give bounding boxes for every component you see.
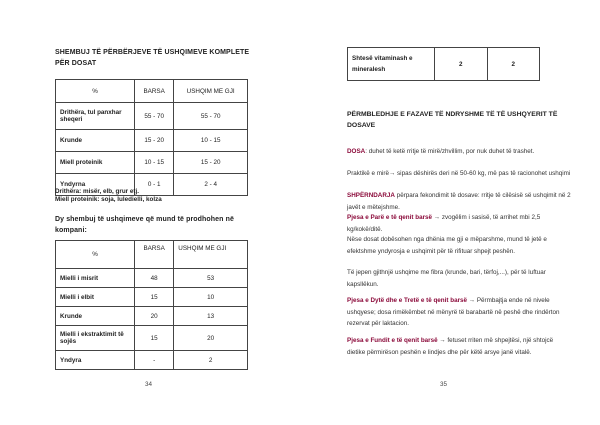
table-row bbox=[56, 351, 248, 370]
table-header-cell: USHQIM ME GJI bbox=[174, 241, 248, 269]
page-number: 35 bbox=[440, 381, 448, 388]
table-cell: Yndyrna bbox=[56, 174, 135, 196]
table-row bbox=[56, 103, 248, 130]
composition-table bbox=[55, 79, 248, 196]
table-cell: 20 bbox=[174, 326, 248, 351]
paragraph-label: Pjesa e Fundit e të qenit barsë bbox=[347, 337, 438, 344]
table-header-cell: BARSA bbox=[135, 241, 174, 269]
table-cell: 2 bbox=[435, 48, 488, 81]
example-feed-table bbox=[55, 240, 248, 370]
table-cell: 55 - 70 bbox=[174, 103, 248, 130]
table-cell: 15 bbox=[135, 288, 174, 307]
table-cell: Mielli i misrit bbox=[56, 269, 135, 288]
table-row bbox=[348, 48, 540, 81]
paragraph-label: DOSA bbox=[347, 148, 366, 155]
table-row bbox=[56, 130, 248, 152]
table-cell: Miell proteinik bbox=[56, 152, 135, 174]
table-cell: 20 bbox=[135, 307, 174, 326]
supplement-table bbox=[347, 47, 540, 81]
paragraph-text: përpara fekondimit të dosave: rritje të cilësisë së ushqimit në 2 javët e mëtejshme. bbox=[347, 192, 571, 211]
table-cell: 10 - 15 bbox=[135, 152, 174, 174]
table-cell: - bbox=[135, 351, 174, 370]
table-cell: 15 - 20 bbox=[174, 152, 248, 174]
paragraph-text: → zvogëlim i sasisë, të arrihet mbi 2,5 kg/kokë/ditë. bbox=[347, 214, 541, 233]
table-header-cell: % bbox=[56, 80, 135, 103]
table-cell: 53 bbox=[174, 269, 248, 288]
table-cell: Mielli i elbit bbox=[56, 288, 135, 307]
paragraph-label: SHPËRNDARJA bbox=[347, 192, 395, 199]
table-header-cell: USHQIM ME GJI bbox=[174, 80, 248, 103]
table-cell: 15 bbox=[135, 326, 174, 351]
table-row bbox=[56, 288, 248, 307]
table-cell: Krunde bbox=[56, 130, 135, 152]
section-title-1: SHEMBUJ TË PËRBËRJEVE TË USHQIMEVE KOMPLETE PËR DOSAT bbox=[55, 49, 250, 67]
table-cell: 15 - 20 bbox=[135, 130, 174, 152]
table-cell: Mielli i ekstraktimit të sojës bbox=[56, 326, 135, 351]
table-header-row bbox=[56, 241, 248, 269]
page-number: 34 bbox=[145, 381, 153, 388]
table-header-row bbox=[56, 80, 248, 103]
table-cell: 2 bbox=[174, 351, 248, 370]
paragraph-final-stage bbox=[347, 335, 572, 358]
table-row bbox=[56, 269, 248, 288]
paragraph-practice: Praktikë e mirë→ sipas dëshirës deri në 50-60 kg, më pas të racionohet ushqimi bbox=[347, 170, 571, 177]
table-cell: 55 - 70 bbox=[135, 103, 174, 130]
table-cell: 10 bbox=[174, 288, 248, 307]
table-cell: 48 bbox=[135, 269, 174, 288]
right-page bbox=[300, 0, 600, 425]
table-cell: 0 - 1 bbox=[135, 174, 174, 196]
paragraph-dosa bbox=[347, 146, 572, 158]
paragraph-text: → fetuset rriten më shpejtësi, një shtojcë dietike përmirëson peshën e lindjes dhe për këtë arsye janë vitalë. bbox=[347, 337, 554, 356]
table-row bbox=[56, 307, 248, 326]
paragraph-weak-sows: Nëse dosat dobësohen nga dhënia me gji e mëparshme, mund të jetë e efektshme yndyrosja e ushqimit për të rifituar shpejt peshën. bbox=[347, 236, 547, 255]
paragraph-first-stage bbox=[347, 212, 572, 235]
table-cell: Yndyra bbox=[56, 351, 135, 370]
table-cell: 2 - 4 bbox=[174, 174, 248, 196]
note-protein-meal: Miell proteinik: soja, luledielli, kolza bbox=[55, 196, 162, 203]
paragraph-second-third-stage bbox=[347, 295, 572, 330]
paragraph-text: → Përmbajtja ende në nivele ushqyese; dosa rimëkëmbet në mënyrë të barabartë në peshë dhe rindërton rezervat për laktacion. bbox=[347, 297, 560, 327]
table-cell: 13 bbox=[174, 307, 248, 326]
section-title-2: Dy shembuj të ushqimeve që mund të prodhohen në kompani: bbox=[55, 216, 234, 234]
note-grains: Drithëra: misër, elb, grur etj. bbox=[55, 188, 139, 195]
table-header-cell: % bbox=[56, 241, 135, 269]
paragraph-label: Pjesa e Parë e të qenit barsë bbox=[347, 214, 433, 221]
summary-heading: PËRMBLEDHJE E FAZAVE TË NDRYSHME TË TË USHQYERIT TË DOSAVE bbox=[347, 111, 558, 129]
table-cell: Krunde bbox=[56, 307, 135, 326]
paragraph-text: : duhet të ketë rritje të mirë/zhvillim, por nuk duhet të trashet. bbox=[365, 148, 535, 155]
table-header-cell: BARSA bbox=[135, 80, 174, 103]
table-cell: 10 - 15 bbox=[174, 130, 248, 152]
table-cell: Shtesë vitaminash e mineralesh bbox=[348, 48, 435, 81]
paragraph-fiber: Të jepen gjithnjë ushqime me fibra (krunde, bari, tërfoj,...), për të luftuar kapsllëkun. bbox=[347, 269, 546, 288]
paragraph-distribution bbox=[347, 190, 572, 213]
table-row bbox=[56, 152, 248, 174]
table-cell: Drithëra, tul panxhar sheqeri bbox=[56, 103, 135, 130]
table-cell: 2 bbox=[487, 48, 540, 81]
paragraph-label: Pjesa e Dytë dhe e Tretë e të qenit barsë bbox=[347, 297, 468, 304]
table-row bbox=[56, 326, 248, 351]
